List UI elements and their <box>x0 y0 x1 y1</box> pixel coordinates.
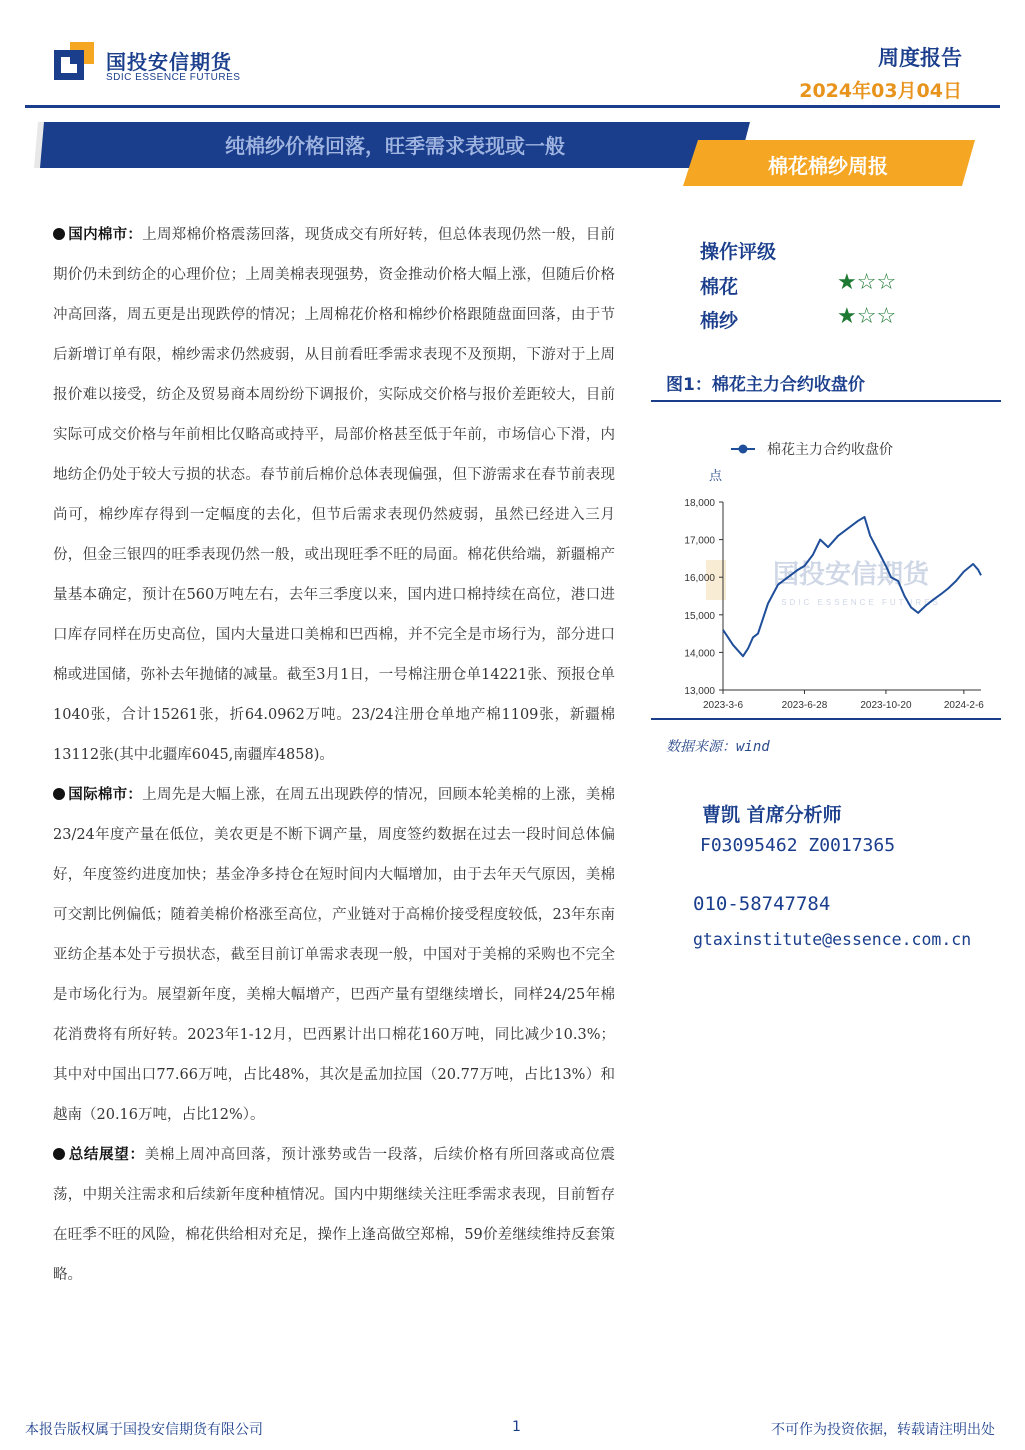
cotton-price-chart <box>651 420 1001 720</box>
rating-name: 棉纱 <box>700 310 739 332</box>
rating-row-cotton <box>700 272 910 300</box>
footer-disclaimer: 不可作为投资依据，转载请注明出处 <box>771 1422 995 1438</box>
analyst-name: 曹凯 首席分析师 <box>702 804 842 826</box>
figure-bottom-divider <box>651 718 1001 720</box>
y-tick-label: 13,000 <box>684 686 715 697</box>
paragraph-lead: 总结展望： <box>68 1147 145 1163</box>
logo-text-cn: 国投安信期货 <box>106 50 232 74</box>
y-tick-label: 15,000 <box>684 610 715 622</box>
star-rating-icon: ★☆☆ <box>837 304 897 329</box>
footer-copyright: 本报告版权属于国投安信期货有限公司 <box>25 1422 263 1438</box>
paragraph-lead: 国内棉市： <box>68 227 143 243</box>
x-tick-label: 2023-6-28 <box>781 700 828 711</box>
x-tick-label: 2023-3-6 <box>702 700 744 711</box>
header-divider <box>25 105 1000 108</box>
legend-marker-icon <box>739 445 748 454</box>
y-tick-label: 16,000 <box>684 573 715 585</box>
analyst-phone: 010-58747784 <box>693 893 831 915</box>
figure-title: 图1：棉花主力合约收盘价 <box>666 375 865 395</box>
analyst-email[interactable]: gtaxinstitute@essence.com.cn <box>693 930 972 949</box>
paragraph-domestic <box>53 215 615 775</box>
bullet-icon <box>53 228 65 240</box>
y-tick-label: 17,000 <box>684 535 715 547</box>
paragraph-text: 上周郑棉价格震荡回落，现货成交有所好转，但总体表现仍然一般，目前期价仍未到纺企的心理价位；上周美棉表现强势，资金推动价格大幅上涨，但随后价格冲高回落，周五更是出现跌停的情况；上周棉花价格和棉纱价格跟随盘面回落，由于节后新增订单有限，棉纱需求仍然疲弱，从目前看旺季需求表现不及预期，下游对于上周报价难以接受，纺企及贸易商本周纷纷下调报价，实际成交价格与报价差距较大，目前实际可成交价格与年前相比仅略高或持平，局部价格甚至低于年前，市场信心下滑，内地纺企仍处于较大亏损的状态。春节前后棉价总体表现偏强，但下游需求在春节前表现尚可，棉纱库存得到一定幅度的去化，但节后需求表现仍然疲弱，虽然已经进入三月份，但金三银四的旺季表现仍然一般，或出现旺季不旺的局面。棉花供给端，新疆棉产量基本确定，预计在560万吨左右，去年三季度以来，国内进口棉持续在高位，港口进口库存同样在历史高位，国内大量进口美棉和巴西棉，并不完全是市场行为，部分进口棉或进国储，弥补去年抛储的减量。截至3月1日，一号棉注册仓单14221张、预报仓单1040张，合计15261张，折64.0962万吨。23/24注册仓单地产棉1109张，新疆棉13112张(其中北疆库6045,南疆库4858)。 <box>53 227 615 763</box>
logo-mark-icon <box>54 42 96 84</box>
legend-label: 棉花主力合约收盘价 <box>767 442 893 458</box>
report-headline: 纯棉纱价格回落，旺季需求表现或一般 <box>225 134 565 158</box>
paragraph-international <box>53 775 615 1135</box>
x-tick-label: 2024-2-6 <box>943 700 984 711</box>
bullet-icon <box>53 788 65 800</box>
watermark-subtext: SDIC ESSENCE FUTURES <box>781 598 941 607</box>
analyst-license: F03095462 Z0017365 <box>700 835 896 856</box>
figure-divider <box>651 400 1001 402</box>
report-category: 棉花棉纱周报 <box>768 154 888 178</box>
rating-name: 棉花 <box>700 276 739 298</box>
y-tick-label: 14,000 <box>684 648 715 660</box>
report-type: 周度报告 <box>878 46 962 70</box>
paragraph-outlook <box>53 1135 615 1295</box>
rating-title: 操作评级 <box>700 241 777 263</box>
x-tick-label: 2023-10-20 <box>860 700 912 711</box>
bullet-icon <box>53 1148 65 1160</box>
y-axis-unit: 点 <box>709 469 723 484</box>
rating-row-yarn <box>700 306 910 334</box>
logo-text-en: SDIC ESSENCE FUTURES <box>106 72 241 83</box>
paragraph-text: 上周先是大幅上涨，在周五出现跌停的情况，回顾本轮美棉的上涨，美棉23/24年度产量在低位，美农更是不断下调产量，周度签约数据在过去一段时间总体偏好，年度签约进度加快；基金净多持仓在短时间内大幅增加，由于去年天气原因，美棉可交割比例偏低；随着美棉价格涨至高位，产业链对于高棉价接受程度较低，23年东南亚纺企基本处于亏损状态，截至目前订单需求表现一般，中国对于美棉的采购也不完全是市场化行为。展望新年度，美棉大幅增产，巴西产量有望继续增长，同样24/25年棉花消费将有所好转。2023年1-12月，巴西累计出口棉花160万吨，同比减少10.3%；其中对中国出口77.66万吨，占比48%，其次是孟加拉国（20.77万吨，占比13%）和越南（20.16万吨，占比12%）。 <box>53 787 615 1123</box>
report-date: 2024年03月04日 <box>799 80 962 102</box>
y-tick-label: 18,000 <box>684 498 715 509</box>
report-body <box>53 215 615 1295</box>
paragraph-text: 美棉上周冲高回落，预计涨势或告一段落，后续价格有所回落或高位震荡，中期关注需求和后续新年度种植情况。国内中期继续关注旺季需求表现，目前暂存在旺季不旺的风险，棉花供给相对充足，操作上逢高做空郑棉，59价差继续维持反套策略。 <box>53 1147 616 1283</box>
paragraph-lead: 国际棉市： <box>68 787 143 803</box>
page-number: 1 <box>512 1419 521 1435</box>
star-rating-icon: ★☆☆ <box>837 270 897 295</box>
company-logo <box>54 40 241 88</box>
data-source: 数据来源：wind <box>666 739 770 755</box>
watermark-text: 国投安信期货 <box>772 560 930 590</box>
